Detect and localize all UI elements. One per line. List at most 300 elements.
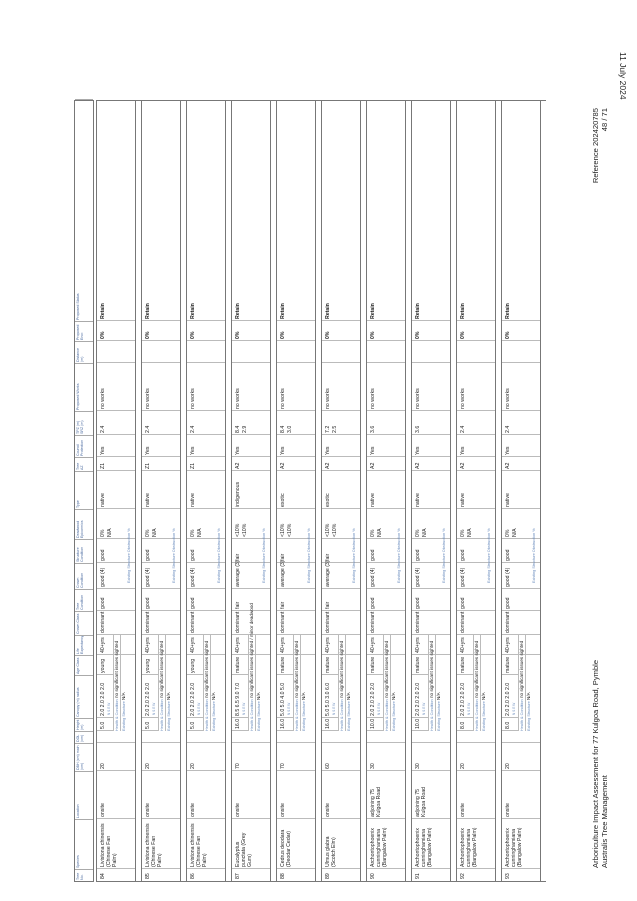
cell-status: Retain [325,303,331,319]
column-divider [322,340,360,341]
cell-srz: 3.0 [287,425,293,433]
column-divider [232,508,270,509]
column-divider [322,508,360,509]
health-condition-value: no significant issues sighted [384,640,389,699]
column-divider [277,340,315,341]
column-divider [367,818,405,819]
column-divider [322,320,360,321]
column-header: Council Protection [75,435,93,457]
existing-structure-row [525,635,533,731]
column-header: Proposed Status [75,99,93,321]
cell-life: 40+yrs [280,637,286,653]
cell-life: 40+yrs [415,637,421,653]
cell-tree-cond: fair [280,601,286,609]
column-divider [232,717,248,718]
column-divider [412,434,450,435]
existing-structure-value: N/A [526,692,531,700]
cell-tpz: 3.6 [415,425,421,433]
column-divider [412,320,450,321]
column-header: DBH (cm) main (cm) [75,743,93,771]
column-divider [97,320,135,321]
column-divider [187,868,225,869]
column-divider [457,674,473,675]
cell-az: A2 [325,462,331,469]
canopy-direction-labels: N S E W [287,702,291,715]
column-header: Location [75,771,93,819]
column-header: Deadwood Epicormics [75,509,93,539]
column-divider [502,362,540,363]
cell-struct: good [145,549,151,561]
column-divider [97,818,135,819]
cell-works: no works [415,388,421,409]
cell-species: Livistona chinensis (Chinese Fan Palm) [190,823,208,867]
cell-dead: <10% [325,523,331,537]
cell-az: Z1 [100,462,106,469]
column-divider [277,470,315,471]
column-divider [412,730,428,731]
cell-life: 40+yrs [370,637,376,653]
existing-structure-label: Existing Structure [122,701,126,731]
column-divider [412,456,450,457]
column-divider [457,868,495,869]
cell-height: 5.0 [190,721,196,729]
column-divider [502,434,540,435]
cell-type: native [370,493,376,507]
cell-srz: 2.5 [332,425,338,433]
column-divider [232,470,270,471]
cell-tree-cond: fair [325,601,331,609]
cell-tree-cond: good [505,597,511,609]
column-divider [322,717,338,718]
existing-structure-value: N/A [121,692,126,700]
health-condition-value: no significant issues sighted [339,640,344,699]
cell-no: 92 [460,873,466,879]
cell-crown: dominant [280,611,286,633]
column-divider [457,470,495,471]
cell-tree-cond: good [190,597,196,609]
table-row [186,100,226,882]
cell-location: onsite [235,803,241,817]
cell-life: 40+yrs [190,637,196,653]
cell-age: mature [325,656,331,673]
column-divider [367,674,383,675]
canopy-direction-labels: N S E W [512,702,516,715]
column-divider [142,470,180,471]
existing-structure-label: Existing Structure [392,701,396,731]
cell-encr: 0% [190,331,196,339]
cell-council: Yes [460,446,466,455]
cell-no: 87 [235,873,241,879]
column-divider [322,770,360,771]
cell-dbh: 30 [370,763,376,769]
column-divider [412,410,450,411]
cell-status: Retain [100,303,106,319]
column-divider [232,320,270,321]
column-divider [502,730,518,731]
column-header: Tree No. [75,869,93,881]
column-divider [322,362,360,363]
column-divider [277,868,315,869]
health-condition-label: Health & Condition [385,699,389,731]
column-header: Proposed Works [75,363,93,411]
cell-species: Ulmus glabra (Scotch Elm) [325,836,337,867]
cell-epi: N/A [467,528,473,537]
canopy-direction-labels: N S E W [107,702,111,715]
cell-council: Yes [235,446,241,455]
cell-canopy: 2.0 2.0 2.0 2.0 [145,682,151,716]
cell-crown-cond: average (3) [235,560,241,587]
column-divider [142,717,158,718]
column-divider [457,362,495,363]
column-header: Crown Class [75,611,93,635]
column-divider [412,340,450,341]
column-divider [142,770,180,771]
column-divider [502,674,518,675]
cell-species: Archontophoenix cunninghamiana (Bangalow Palm) [460,827,478,867]
cell-az: A2 [370,462,376,469]
column-header: DOL (cm) [75,731,93,743]
cell-epi: N/A [422,528,428,537]
cell-canopy: 2.0 2.0 2.0 2.0 [505,682,511,716]
column-divider [322,674,338,675]
cell-tpz: 3.6 [370,425,376,433]
cell-no: 91 [415,873,421,879]
column-divider [457,456,495,457]
cell-works: no works [100,388,106,409]
cell-az: A2 [460,462,466,469]
column-divider [232,674,248,675]
column-divider [367,320,405,321]
cell-species: Eucalyptus punctata (Grey Gum) [235,832,253,867]
column-divider [187,717,203,718]
cell-works: no works [235,388,241,409]
cell-dbh: 20 [190,763,196,769]
column-divider [97,588,135,589]
column-divider [187,742,225,743]
column-divider [97,410,135,411]
health-condition-value: no significant issues sighted [204,640,209,699]
cell-epi: <10% [287,523,293,537]
column-divider [187,770,225,771]
column-divider [457,508,495,509]
cell-age: mature [280,656,286,673]
cell-crown-cond: good (4) [505,567,511,587]
cell-type: indigenous [235,481,241,507]
column-header: Life Expectancy [75,635,93,655]
column-header: Crown Condition [75,563,93,589]
cell-struct: fair [325,553,331,561]
column-divider [502,508,540,509]
existing-structure-row [300,635,308,731]
column-divider [367,340,405,341]
cell-no: 90 [370,873,376,879]
column-divider [277,818,315,819]
column-divider [322,410,360,411]
cell-encr: 0% [415,331,421,339]
cell-srz: 2.9 [242,425,248,433]
existing-structure-row [165,635,173,731]
canopy-direction-labels: N S E W [197,702,201,715]
column-divider [502,588,540,589]
existing-structure-row [120,635,128,731]
cell-location: onsite [190,803,196,817]
cell-crown-cond: average (3) [280,560,286,587]
cell-height: 10.0 [415,718,421,729]
column-divider [232,362,270,363]
cell-crown: dominant [325,611,331,633]
column-divider [97,508,135,509]
column-divider [187,730,203,731]
canopy-direction-labels: N S E W [242,702,246,715]
column-divider [502,770,540,771]
cell-crown-cond: average (3) [325,560,331,587]
health-condition-label: Health & Condition [295,699,299,731]
cell-dbh: 20 [505,763,511,769]
column-divider [412,674,428,675]
cell-canopy: 2.0 2.0 2.0 2.0 [415,682,421,716]
column-divider [232,868,270,869]
cell-canopy: 2.0 2.0 2.0 2.0 [100,682,106,716]
cell-dbh: 70 [280,763,286,769]
health-condition-label: Health & Condition [430,699,434,731]
cell-az: A2 [505,462,511,469]
cell-status: Retain [370,303,376,319]
column-divider [322,742,360,743]
obstruction-caption: Existing Structure Obstruction % [307,528,311,583]
column-divider [97,470,135,471]
cell-crown: dominant [415,611,421,633]
existing-structure-value: N/A [166,692,171,700]
cell-crown: dominant [100,611,106,633]
column-divider [187,434,225,435]
page-footer [591,108,631,868]
column-divider [457,588,495,589]
cell-crown: dominant [460,611,466,633]
cell-epi: <10% [332,523,338,537]
cell-council: Yes [100,446,106,455]
column-divider [502,456,540,457]
health-condition-label: Health & Condition [340,699,344,731]
table-row [96,100,136,882]
column-divider [502,868,540,869]
column-divider [142,340,180,341]
column-divider [232,818,270,819]
column-divider [367,717,383,718]
column-divider [142,818,180,819]
cell-no: 93 [505,873,511,879]
column-divider [412,868,450,869]
cell-no: 84 [100,873,106,879]
column-divider [232,588,270,589]
cell-encr: 0% [235,331,241,339]
column-header: Species [75,819,93,869]
column-divider [97,770,135,771]
cell-status: Retain [190,303,196,319]
column-divider [232,730,248,731]
cell-crown: dominant [190,611,196,633]
column-divider [97,340,135,341]
column-divider [412,818,450,819]
column-divider [277,730,293,731]
column-header: Canopy (m) radius [75,675,93,718]
cell-age: mature [460,656,466,673]
cell-species: Archontophoenix cunninghamiana (Bangalow Palm) [505,827,523,867]
cell-dbh: 30 [415,763,421,769]
cell-crown-cond: good (4) [415,567,421,587]
cell-species: Archontophoenix cunninghamiana (Bangalow Palm) [415,827,433,867]
column-divider [502,470,540,471]
column-divider [142,456,180,457]
cell-age: young [190,658,196,673]
obstruction-caption: Existing Structure Obstruction % [352,528,356,583]
cell-status: Retain [505,303,511,319]
cell-dead: 0% [370,529,376,537]
cell-dead: 0% [100,529,106,537]
cell-council: Yes [280,446,286,455]
obstruction-caption: Existing Structure Obstruction % [487,528,491,583]
cell-epi: N/A [152,528,158,537]
cell-az: A2 [415,462,421,469]
cell-tpz: 2.4 [100,425,106,433]
cell-council: Yes [325,446,331,455]
footer-page-number: 48 / 71 [600,108,609,132]
column-divider [502,320,540,321]
column-divider [97,742,135,743]
column-divider [457,320,495,321]
cell-epi: N/A [107,528,113,537]
cell-life: 40+yrs [145,637,151,653]
health-condition-value: no significant issues sighted [519,640,524,699]
cell-dbh: 20 [460,763,466,769]
cell-location: onsite [325,803,331,817]
column-header: Distance (m) [75,341,93,363]
existing-structure-value: N/A [391,692,396,700]
table-row [366,100,406,882]
column-divider [457,818,495,819]
column-divider [322,470,360,471]
cell-struct: fair [280,553,286,561]
cell-type: exotic [325,493,331,507]
cell-tree-cond: good [370,597,376,609]
column-divider [412,508,450,509]
cell-height: 5.0 [145,721,151,729]
cell-dbh: 60 [325,763,331,769]
table-row [141,100,181,882]
cell-crown: dominant [145,611,151,633]
cell-az: Z1 [190,462,196,469]
cell-life: 40+yrs [100,637,106,653]
column-divider [502,340,540,341]
cell-canopy: 5.0 5.0 4.0 5.0 [280,682,286,716]
tree-assessment-table [74,100,548,882]
column-divider [367,470,405,471]
cell-dead: 0% [460,529,466,537]
column-divider [457,410,495,411]
cell-encr: 0% [460,331,466,339]
existing-structure-value: N/A [346,692,351,700]
cell-height: 8.0 [505,721,511,729]
obstruction-caption: Existing Structure Obstruction % [127,528,131,583]
cell-canopy: 2.0 2.0 2.0 2.0 [370,682,376,716]
cell-tpz: 2.4 [505,425,511,433]
existing-structure-label: Existing Structure [212,701,216,731]
column-divider [367,742,405,743]
cell-age: mature [370,656,376,673]
cell-location: adjoining 75 Kulgoa Road [415,787,427,817]
cell-tpz: 8.4 [280,425,286,433]
column-divider [187,340,225,341]
column-divider [97,362,135,363]
cell-life: 40+yrs [505,637,511,653]
column-divider [232,770,270,771]
cell-works: no works [145,388,151,409]
column-divider [367,730,383,731]
column-divider [97,730,113,731]
column-divider [502,742,540,743]
cell-struct: good [505,549,511,561]
column-divider [457,742,495,743]
health-condition-label: Health & Condition [250,699,254,731]
obstruction-caption: Existing Structure Obstruction % [397,528,401,583]
footer-company: Australis Tree Management [600,775,609,868]
column-divider [232,434,270,435]
column-divider [322,730,338,731]
column-divider [412,717,428,718]
existing-structure-label: Existing Structure [347,701,351,731]
cell-life: 40+yrs [460,637,466,653]
column-header: Height (m) [75,718,93,731]
cell-council: Yes [370,446,376,455]
cell-no: 86 [190,873,196,879]
canopy-direction-labels: N S E W [152,702,156,715]
cell-az: Z1 [145,462,151,469]
health-condition-value: no significant issues sighted [159,640,164,699]
column-divider [277,320,315,321]
table-row [411,100,451,882]
existing-structure-label: Existing Structure [437,701,441,731]
existing-structure-row [390,635,398,731]
cell-species: Livistona chinensis (Chinese Fan Palm) [145,823,163,867]
cell-type: exotic [280,493,286,507]
cell-tree-cond: good [415,597,421,609]
obstruction-caption: Existing Structure Obstruction % [262,528,266,583]
cell-epi: N/A [197,528,203,537]
cell-struct: fair [235,553,241,561]
cell-works: no works [460,388,466,409]
cell-tree-cond: good [100,597,106,609]
cell-location: onsite [505,803,511,817]
column-divider [97,674,113,675]
cell-dead: 0% [190,529,196,537]
cell-type: native [460,493,466,507]
cell-age: mature [235,656,241,673]
cell-epi: N/A [512,528,518,537]
cell-dbh: 20 [145,763,151,769]
obstruction-caption: Existing Structure Obstruction % [217,528,221,583]
cell-crown-cond: good (4) [460,567,466,587]
column-divider [232,410,270,411]
column-divider [277,770,315,771]
cell-struct: good [190,549,196,561]
cell-age: mature [415,656,421,673]
column-divider [367,868,405,869]
cell-location: onsite [100,803,106,817]
column-divider [367,770,405,771]
table-row [456,100,496,882]
cell-type: native [505,493,511,507]
column-divider [412,770,450,771]
column-divider [457,434,495,435]
